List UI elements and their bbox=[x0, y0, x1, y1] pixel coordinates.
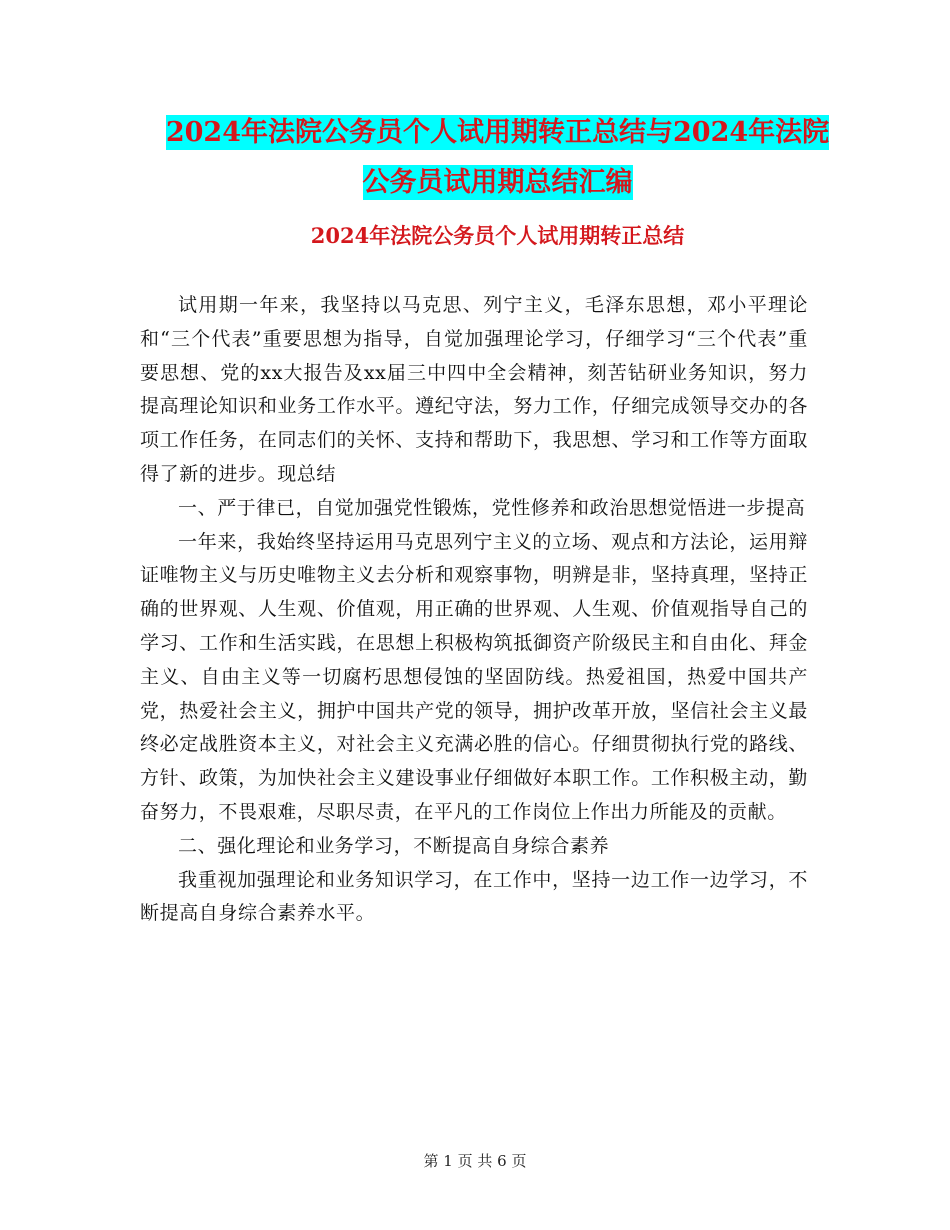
page-footer: 第 1 页 共 6 页 bbox=[423, 1152, 527, 1170]
heading-two: 二、强化理论和业务学习，不断提高自身综合素养 bbox=[178, 834, 610, 857]
paragraph-intro: 试用期一年来，我坚持以马克思、列宁主义，毛泽东思想，邓小平理论和“三个代表”重要思想为指导，自觉加强理论学习，仔细学习“三个代表”重要思想、党的xx大报告及xx届三中四中全会精神，刻苦钻研业务知识，努力提高理论知识和业务工作水平。遵纪守法，努力工作，仔细完成领导交办的各项工作任务，在同志们的关怀、支持和帮助下，我思想、学习和工作等方面取得了新的进步。现总结 bbox=[140, 294, 808, 485]
paragraph-two: 我重视加强理论和业务知识学习，在工作中，坚持一边工作一边学习，不断提高自身综合素养水平。 bbox=[140, 868, 808, 925]
document-title bbox=[140, 108, 855, 208]
title-line-1: 2024年法院公务员个人试用期转正总结与2024年法院 bbox=[165, 117, 830, 148]
heading-one: 一、严于律已，自觉加强党性锻炼，党性修养和政治思想觉悟进一步提高 bbox=[178, 496, 806, 519]
section-title: 2024年法院公务员个人试用期转正总结 bbox=[310, 223, 685, 248]
title-line-2: 公务员试用期总结汇编 bbox=[362, 167, 633, 198]
body-text bbox=[140, 289, 808, 931]
paragraph-one: 一年来，我始终坚持运用马克思列宁主义的立场、观点和方法论，运用辩证唯物主义与历史唯物主义去分析和观察事物，明辨是非，坚持真理，坚持正确的世界观、人生观、价值观，用正确的世界观、人生观、价值观指导自己的学习、工作和生活实践，在思想上积极构筑抵御资产阶级民主和自由化、拜金主义、自由主义等一切腐朽思想侵蚀的坚固防线。热爱祖国，热爱中国共产党，热爱社会主义，拥护中国共产党的领导，拥护改革开放，坚信社会主义最终必定战胜资本主义，对社会主义充满必胜的信心。仔细贯彻执行党的路线、方针、政策，为加快社会主义建设事业仔细做好本职工作。工作积极主动，勤奋努力，不畏艰难，尽职尽责，在平凡的工作岗位上作出力所能及的贡献。 bbox=[140, 530, 808, 823]
